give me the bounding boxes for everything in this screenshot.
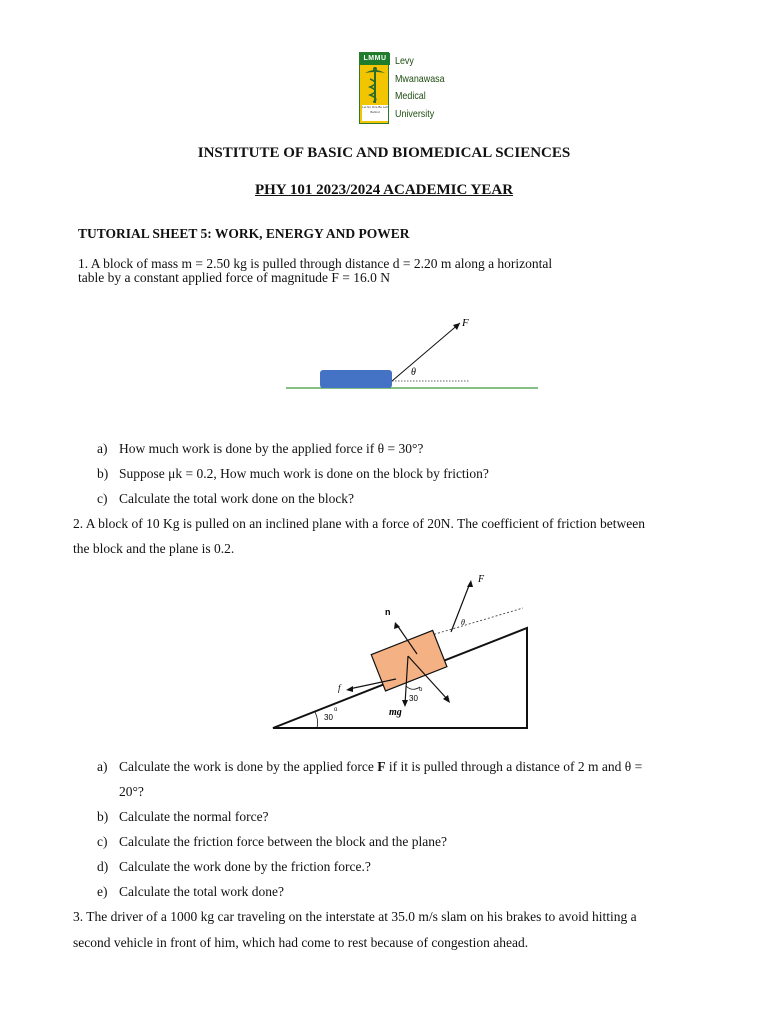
- part-text-post: if it is pulled through a distance of 2 m and θ =: [385, 759, 643, 774]
- part-text: Calculate the friction force between the block and the plane?: [119, 834, 447, 849]
- course-heading: [0, 182, 768, 199]
- incline-angle-arc: [315, 712, 318, 728]
- q2-part-c: [97, 834, 447, 850]
- part-letter: c): [97, 834, 108, 849]
- part-text: How much work is done by the applied force if θ = 30°?: [119, 441, 424, 456]
- part-letter: c): [97, 491, 108, 506]
- incline-angle-label: 30: [324, 713, 333, 722]
- institute-heading: INSTITUTE OF BASIC AND BIOMEDICAL SCIENCES: [197, 145, 571, 161]
- q2-part-a-line2: 20°?: [119, 784, 144, 799]
- part-letter: e): [97, 884, 108, 899]
- q2-part-b: [97, 809, 269, 825]
- force-vector: [392, 323, 460, 381]
- q2-text-line2: the block and the plane is 0.2.: [73, 541, 235, 556]
- q1-text-line2: table by a constant applied force of magnitude F = 16.0 N: [78, 270, 391, 285]
- block: [320, 370, 392, 388]
- part-text: Calculate the normal force?: [119, 809, 269, 824]
- normal-label: n: [385, 607, 391, 617]
- q1-part-c: [97, 491, 354, 507]
- logo-emblem: [359, 52, 389, 124]
- incline-angle-degree: o: [334, 707, 338, 713]
- force-arrowhead: [453, 323, 460, 330]
- caduceus-icon: [361, 65, 389, 105]
- part-text: Calculate the work done by the friction force.?: [119, 859, 371, 874]
- q3-text-line1: 3. The driver of a 1000 kg car traveling on the interstate at 35.0 m/s slam on his brakes to avoid hitting a: [73, 909, 637, 924]
- applied-force-arrowhead: [467, 580, 473, 587]
- logo-line: Medical: [395, 90, 426, 102]
- part-text-pre: Calculate the work is done by the applied force: [119, 759, 378, 774]
- tutorial-title: TUTORIAL SHEET 5: WORK, ENERGY AND POWER: [78, 226, 410, 241]
- part-text: Calculate the total work done on the block?: [119, 491, 355, 506]
- part-letter: a): [97, 441, 108, 456]
- weight-angle-degree: o: [419, 687, 423, 693]
- weight-label: mg: [389, 707, 402, 718]
- logo-abbr: LMMU: [360, 53, 390, 65]
- part-text: Calculate the total work done?: [119, 884, 284, 899]
- angle-label: θ: [411, 367, 416, 378]
- part-letter: d): [97, 859, 109, 874]
- theta-label: θ: [461, 618, 465, 627]
- q2-text-line1: 2. A block of 10 Kg is pulled on an inclined plane with a force of 20N. The coefficient of friction between: [73, 516, 645, 531]
- logo-line: Mwanawasa: [395, 72, 445, 85]
- q1-part-b: [97, 466, 489, 482]
- course-heading-text: PHY 101 2023/2024 ACADEMIC YEAR: [254, 182, 514, 198]
- part-text: Suppose μk = 0.2, How much work is done on the block by friction?: [119, 466, 489, 481]
- q1-text-line1: 1. A block of mass m = 2.50 kg is pulled through distance d = 2.20 m along a horizontal: [78, 256, 553, 271]
- q2-part-e: [97, 884, 284, 900]
- logo-wordmark: [395, 53, 445, 123]
- logo-line: Levy: [395, 55, 414, 67]
- q3-text-line2: second vehicle in front of him, which had come to rest because of congestion ahead.: [73, 935, 529, 950]
- force-label: F: [462, 317, 469, 329]
- part-letter: b): [97, 466, 109, 481]
- weight-angle-label: 30: [409, 694, 418, 703]
- part-text-bold: F: [377, 759, 386, 774]
- q2-part-a: [97, 759, 642, 775]
- logo-motto: Let No One Be Left Behind: [362, 105, 388, 121]
- q1-part-a: [97, 441, 423, 457]
- part-letter: b): [97, 809, 109, 824]
- university-logo: [359, 52, 449, 126]
- part-letter: a): [97, 759, 108, 774]
- q2-part-d: [97, 859, 371, 875]
- friction-label: f: [338, 683, 341, 693]
- q1-figure: [280, 305, 545, 395]
- q2-incline-figure: [265, 570, 535, 735]
- friction-arrowhead: [346, 686, 353, 692]
- applied-force-label: F: [478, 574, 485, 585]
- weight-angle-arc: [406, 686, 420, 689]
- logo-line: University: [395, 107, 435, 120]
- weight-arrowhead: [402, 700, 408, 707]
